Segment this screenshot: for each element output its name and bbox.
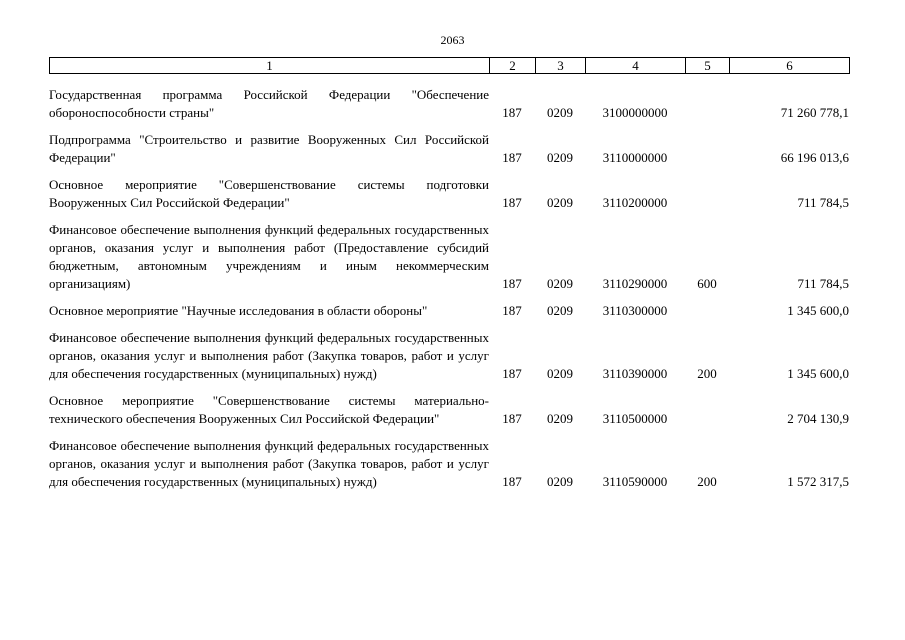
row-ministry-code: 187 [502, 276, 522, 291]
row-target-code: 3110290000 [602, 276, 668, 291]
column-header-row [50, 58, 850, 74]
row-name: Подпрограмма "Строительство и развитие Вооруженных Сил Российской Федерации" [49, 132, 489, 165]
row-target-code: 3100000000 [602, 105, 668, 120]
row-amount: 2 704 130,9 [787, 411, 849, 426]
table-row [49, 221, 849, 293]
column-header-2: 2 [490, 58, 536, 74]
row-section-code: 0209 [547, 195, 573, 210]
row-section-code: 0209 [547, 474, 573, 489]
budget-table-body [49, 86, 849, 500]
row-section-code: 0209 [547, 303, 573, 318]
row-target-code: 3110300000 [602, 303, 668, 318]
row-expense-type: 200 [697, 474, 717, 489]
table-row [49, 329, 849, 383]
table-row [49, 131, 849, 167]
page-number: 2063 [440, 33, 465, 47]
row-ministry-code: 187 [502, 195, 522, 210]
row-ministry-code: 187 [502, 150, 522, 165]
row-ministry-code: 187 [502, 105, 522, 120]
row-target-code: 3110000000 [602, 150, 668, 165]
row-amount: 711 784,5 [797, 276, 849, 291]
table-row [49, 392, 849, 428]
row-section-code: 0209 [547, 276, 573, 291]
row-ministry-code: 187 [502, 474, 522, 489]
row-amount: 1 572 317,5 [787, 474, 849, 489]
row-expense-type: 600 [697, 276, 717, 291]
table-row [49, 176, 849, 212]
table-row [49, 437, 849, 491]
row-ministry-code: 187 [502, 303, 522, 318]
row-section-code: 0209 [547, 366, 573, 381]
row-amount: 1 345 600,0 [787, 366, 849, 381]
row-name: Государственная программа Российской Федерации "Обеспечение обороноспособности страны" [49, 87, 489, 120]
row-expense-type: 200 [697, 366, 717, 381]
column-header-6: 6 [730, 58, 850, 74]
row-section-code: 0209 [547, 411, 573, 426]
column-header-4: 4 [586, 58, 686, 74]
row-amount: 71 260 778,1 [780, 105, 849, 120]
table-row [49, 302, 849, 320]
row-name: Финансовое обеспечение выполнения функций федеральных государственных органов, оказания услуг и выполнения работ (Закупка товаров, работ и услуг для обеспечения государственных (муниципальных) нужд) [49, 330, 489, 381]
row-name: Финансовое обеспечение выполнения функций федеральных государственных органов, оказания услуг и выполнения работ (Закупка товаров, работ и услуг для обеспечения государственных (муниципальных) нужд) [49, 438, 489, 489]
row-name: Основное мероприятие "Совершенствование системы материально-технического обеспечения Вооруженных Сил Российской Федерации" [49, 393, 489, 426]
row-name: Финансовое обеспечение выполнения функций федеральных государственных органов, оказания услуг и выполнения работ (Предоставление субсидий бюджетным, автономным учреждениям и иным некоммерческим организациям) [49, 222, 489, 291]
table-row [49, 86, 849, 122]
row-name: Основное мероприятие "Совершенствование системы подготовки Вооруженных Сил Российской Федерации" [49, 177, 489, 210]
row-amount: 711 784,5 [797, 195, 849, 210]
row-target-code: 3110200000 [602, 195, 668, 210]
row-amount: 66 196 013,6 [780, 150, 849, 165]
row-name: Основное мероприятие "Научные исследования в области обороны" [49, 303, 428, 318]
column-header-1: 1 [50, 58, 490, 74]
column-header-table [49, 57, 850, 74]
row-target-code: 3110590000 [602, 474, 668, 489]
row-ministry-code: 187 [502, 366, 522, 381]
row-ministry-code: 187 [502, 411, 522, 426]
row-target-code: 3110500000 [602, 411, 668, 426]
row-section-code: 0209 [547, 105, 573, 120]
column-header-5: 5 [686, 58, 730, 74]
row-amount: 1 345 600,0 [787, 303, 849, 318]
row-target-code: 3110390000 [602, 366, 668, 381]
row-section-code: 0209 [547, 150, 573, 165]
column-header-3: 3 [536, 58, 586, 74]
